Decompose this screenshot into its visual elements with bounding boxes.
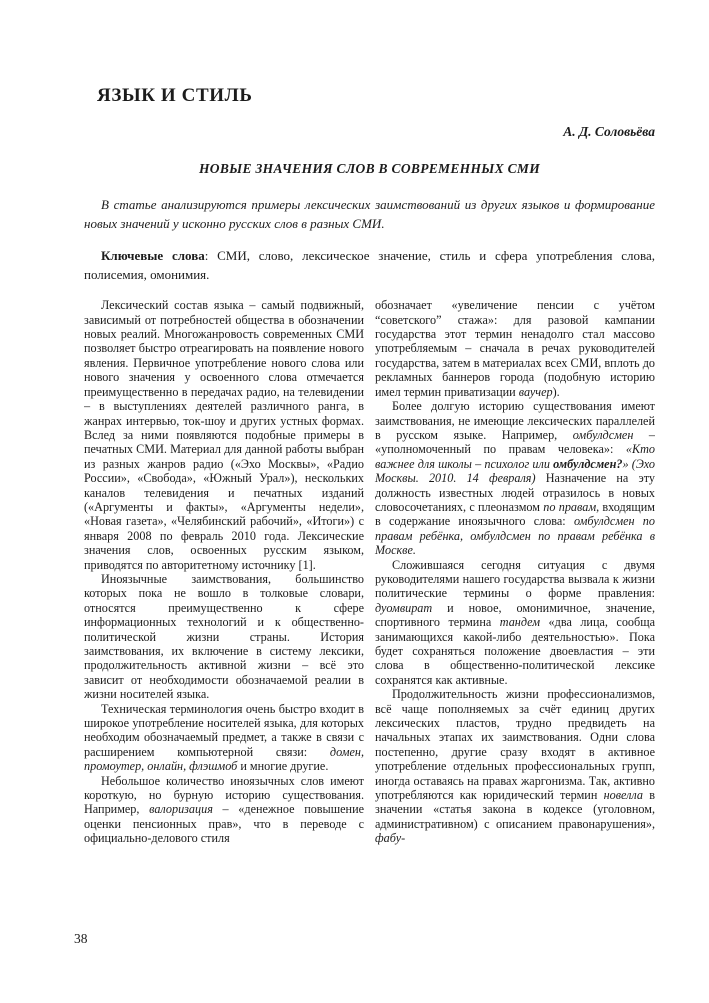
text-segment: Сложившаяся сегодня ситуация с двумя руководителями нашего государства вызвала к жизни политические термины о форме правления: xyxy=(375,557,655,601)
text-segment: ваучер xyxy=(518,384,553,399)
text-segment: тандем xyxy=(499,615,541,630)
text-segment: дуомвират xyxy=(375,600,433,615)
text-segment: Продолжительность жизни профессионализмов, всё чаще пополняемых за счёт единиц других лексических пластов, трудно предвидеть на начальных этапах их заимствования. Одни слова постепенно, другие сразу входят в активное употребление отдельных профессиональных групп, иногда оставаясь на правах жаргонизма. Так, активно употребляются как юридический термин xyxy=(375,687,655,803)
text-segment: » (Эхо Москвы. 2010. 14 февраля) xyxy=(375,456,655,486)
paragraph xyxy=(84,702,364,774)
paragraph xyxy=(84,774,364,846)
section-title: ЯЗЫК И СТИЛЬ xyxy=(97,85,253,106)
text-segment: В статье анализируются примеры лексических заимствований из других языков и формирование новых значений у исконно русских слов в разных СМИ. xyxy=(84,197,655,231)
page-number: 38 xyxy=(74,931,88,946)
paragraph xyxy=(84,196,655,233)
article-title: НОВЫЕ ЗНАЧЕНИЯ СЛОВ В СОВРЕМЕННЫХ СМИ xyxy=(198,161,541,177)
paragraph xyxy=(375,687,655,845)
text-segment: Небольшое количество иноязычных слов имеют короткую, но бурную историю существования. Например, xyxy=(84,773,364,817)
text-segment: , входящим в содержание иноязычного слова: xyxy=(375,499,655,529)
text-segment: домен, промоутер, онлайн, флэшмоб xyxy=(84,744,364,774)
abstract xyxy=(84,196,655,233)
right-column xyxy=(375,298,655,936)
text-segment: омбулдсмен xyxy=(572,427,634,442)
text-segment: «Кто важнее для школы – психолог или xyxy=(375,442,655,471)
text-segment: омбулдсмен? xyxy=(553,456,623,471)
text-segment: новелла xyxy=(603,788,643,803)
text-segment: и многие другие. xyxy=(237,759,329,774)
body-columns xyxy=(84,298,655,936)
text-segment: обозначает «увеличение пенсии с учётом “советского” стажа»: для разовой кампании государства этот термин ненадолго стал массово употребляемым – сначала в речах руководителей государства, затем в материалах всех СМИ, вплоть до рекламных баннеров города (подобную историю имел термин приватизации xyxy=(375,298,655,399)
paragraph xyxy=(84,298,364,572)
text-segment: – «уполномоченный по правам человека»: xyxy=(375,427,655,457)
text-segment: в значении «статья закона в кодексе (уголовном, административном) с описанием правонарушения», xyxy=(375,788,655,831)
paragraph xyxy=(375,558,655,688)
text-segment: и новое, омонимичное, значение, спортивного термина xyxy=(375,600,655,630)
text-segment: валоризация xyxy=(149,802,213,817)
text-segment: – «денежное повышение оценки пенсионных прав», что в переводе с официально-делового стиля xyxy=(84,802,364,846)
text-segment: «два лица, сообща занимающихся какой-либо деятельностью». Пока будет сохраняться положение двоевластия – эти слова в общественно-политической лексике сохранятся как активные. xyxy=(375,615,655,687)
text-segment: : СМИ, слово, лексическое значение, стиль и сфера употребления слова, полисемия, омонимия. xyxy=(84,248,655,283)
text-segment: Ключевые слова xyxy=(101,248,205,264)
text-segment: Техническая терминология очень быстро входит в широкое употребление носителей языка, для которых необходим обозначаемый предмет, а также в связи с расширением компьютерной связи: xyxy=(84,701,364,759)
text-segment: Назначение на эту должность известных людей отразилось в новых словосочетаниях, с плеоназмом xyxy=(375,471,655,514)
text-segment: Более долгую историю существования имеют заимствования, не имеющие лексических параллелей в русском языке. Например, xyxy=(375,399,655,442)
left-column xyxy=(84,298,364,936)
keywords xyxy=(84,246,655,284)
author-name: А. Д. Соловьёва xyxy=(563,123,655,139)
text-segment: по правам xyxy=(543,499,597,514)
text-segment: омбулдсмен по правам ребёнка, омбулдсмен по правам ребёнка в Москве. xyxy=(375,514,655,558)
text-segment: Иноязычные заимствования, большинство которых пока не вошло в толковые словари, относятся преимущественно к сфере информационных технологий и к общественно-политической жизни страны. История заимствования, их включение в систему лексики, продолжительность активной жизни – всё это зависит от необходимости обозначаемой реалии в жизни носителей языка. xyxy=(84,571,364,702)
paragraph xyxy=(84,572,364,702)
text-segment: фабу- xyxy=(375,831,406,846)
paragraph xyxy=(375,399,655,557)
text-segment: Лексический состав языка – самый подвижный, зависимый от потребностей общества в обозначении новых реалий. Многожанровость современных СМИ позволяет быстро отреагировать на появление нового явления. Первичное употребление нового слова или нового значения у освоенного слова отмечается преимущественно в передачах радио, на телевидении – в выступлениях деятелей различного ранга, в жанрах интервью, ток-шоу и других устных формах. Вслед за ними появляются подобные примеры в печатных СМИ. Материал для данной работы выбран из разных жанров радио («Эхо Москвы», «Радио России», «Свобода», «Южный Урал»), нескольких каналов телевидения и печатных изданий («Аргументы и факты», «Аргументы недели», «Новая газета», «Челябинский рабочий», «Итоги») с января 2008 по февраль 2010 года. Лексические значения слов, освоенных русским языком, приводятся по авторитетному источнику [1]. xyxy=(84,298,364,572)
paragraph xyxy=(84,246,655,284)
text-segment: ). xyxy=(552,384,560,399)
paragraph xyxy=(375,298,655,399)
